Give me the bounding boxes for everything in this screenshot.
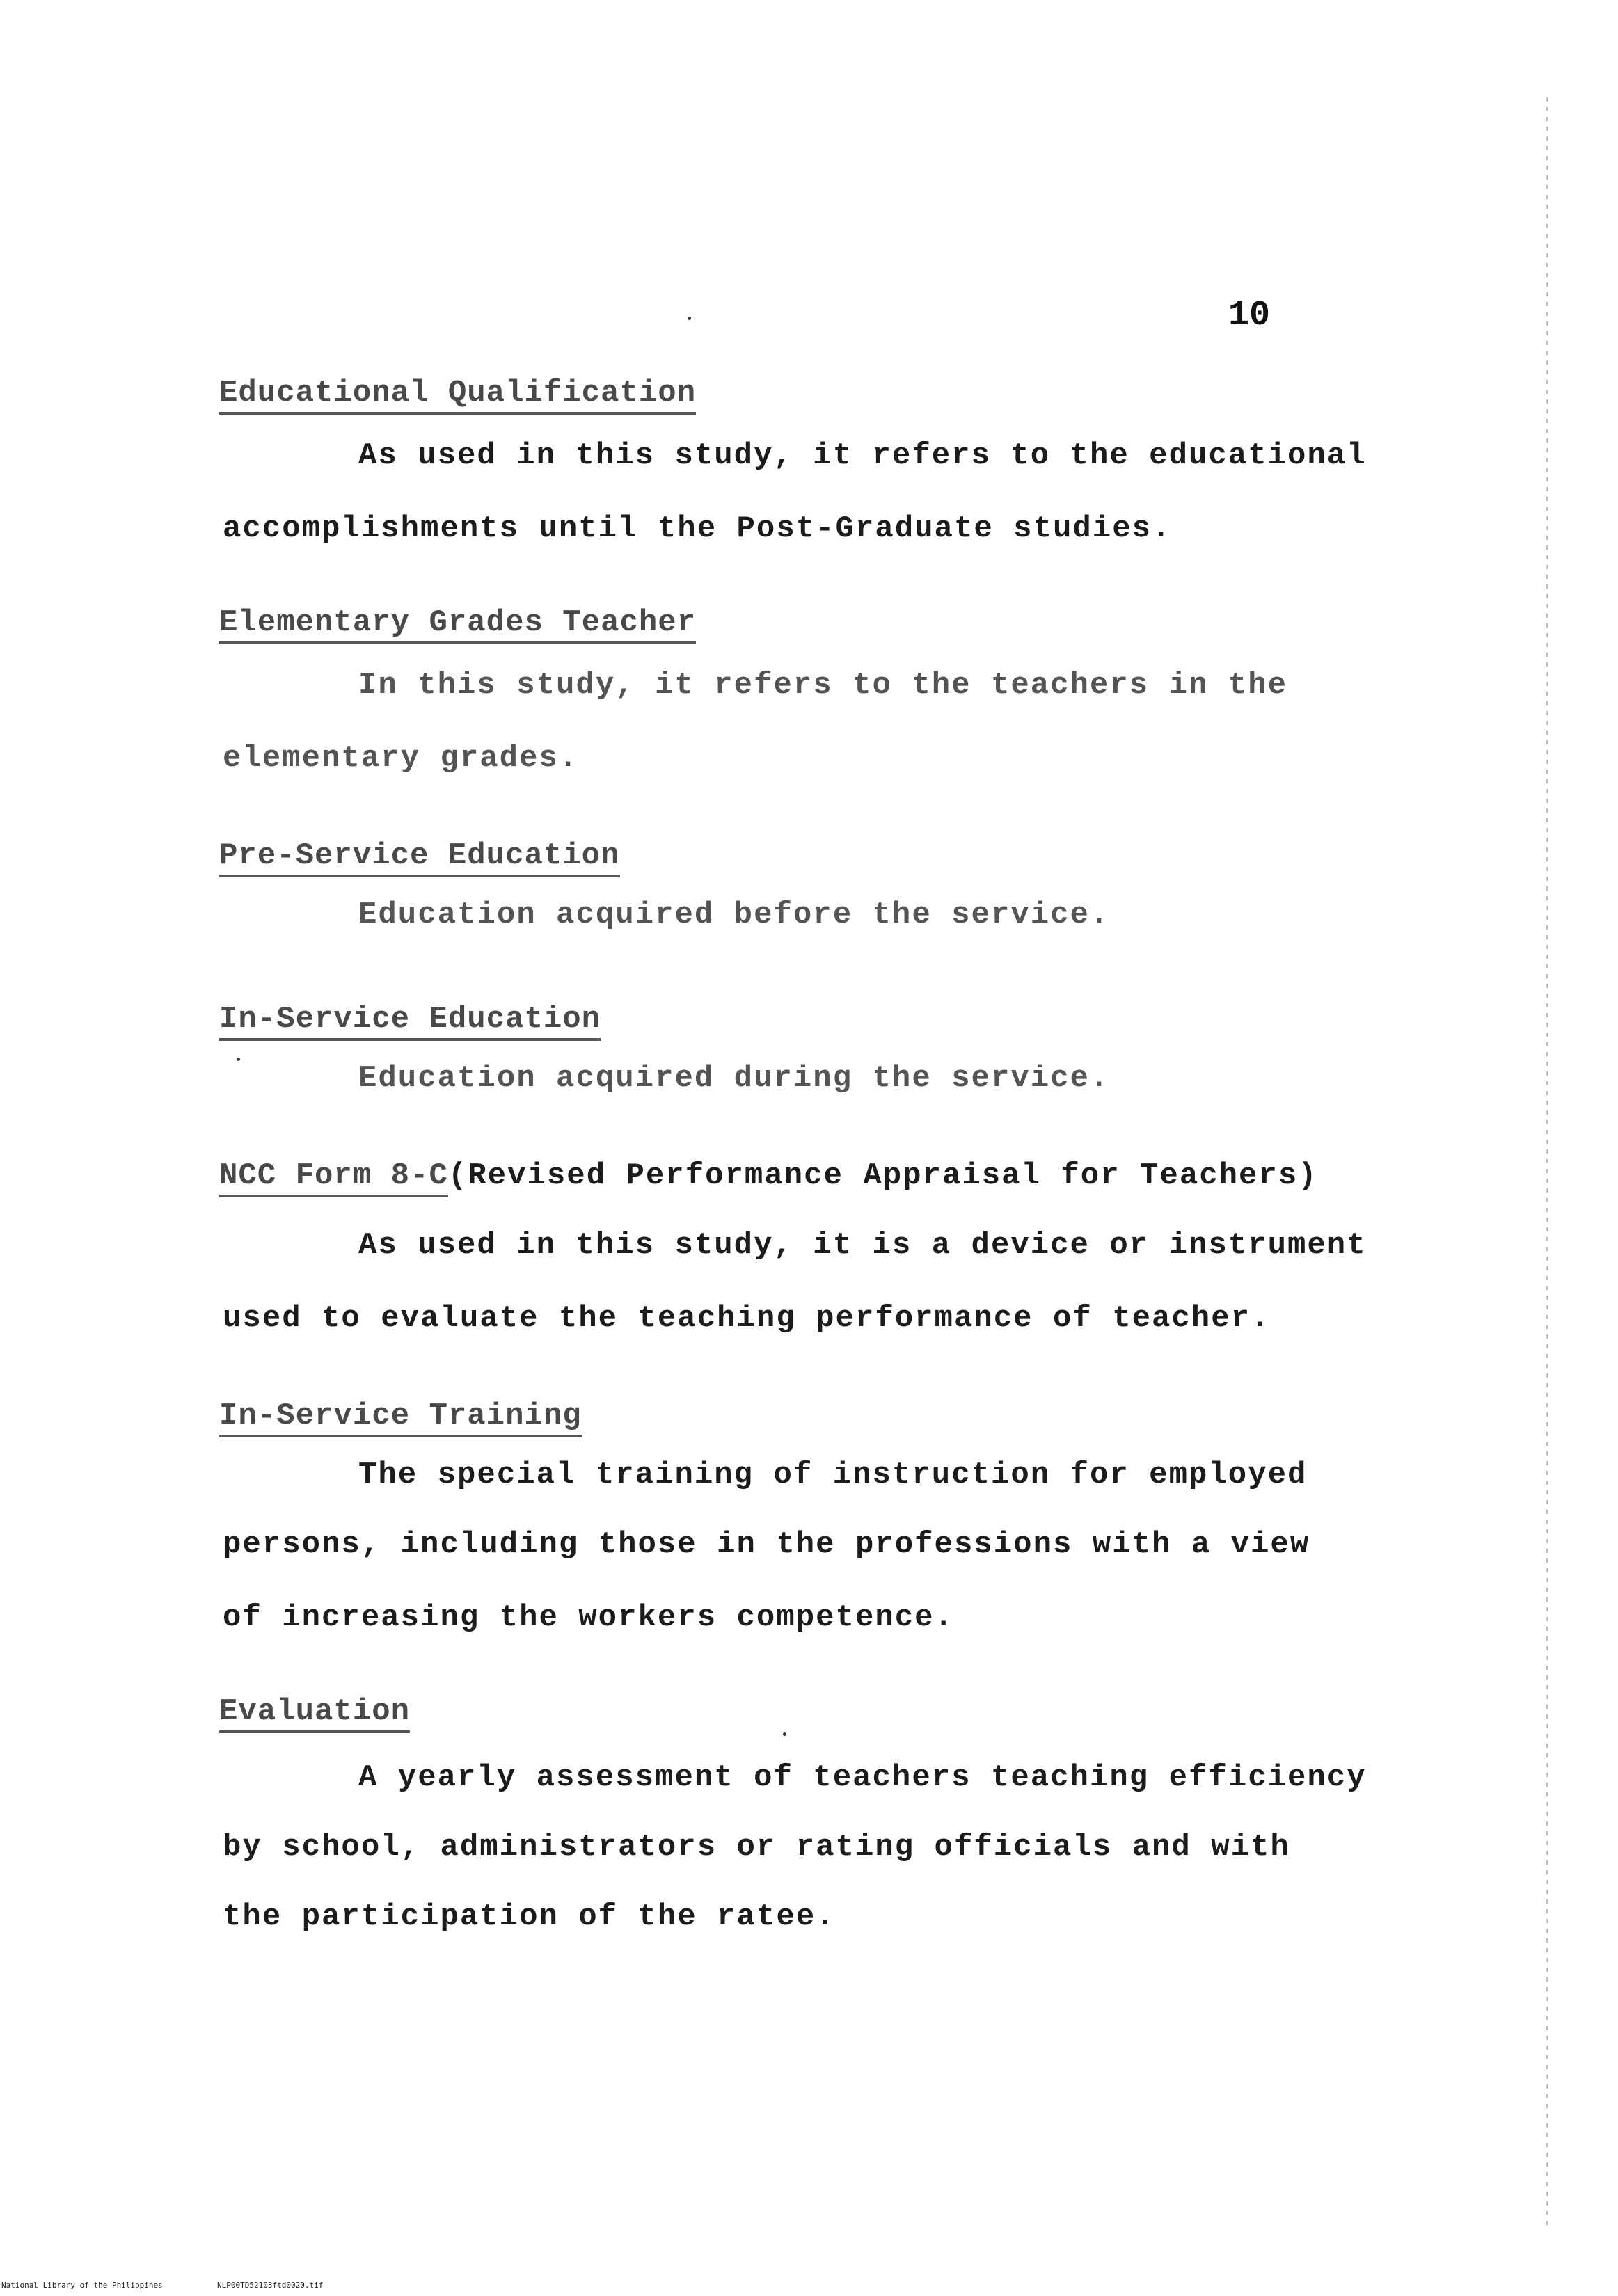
heading-educational-qualification: Educational Qualification bbox=[219, 376, 696, 415]
heading-pre-service-education: Pre-Service Education bbox=[219, 838, 620, 877]
heading-ncc-form: NCC Form 8-C bbox=[219, 1158, 448, 1197]
definition-line: of increasing the workers competence. bbox=[223, 1600, 954, 1635]
scan-edge-line bbox=[1546, 97, 1548, 2226]
definition-line: A yearly assessment of teachers teaching efficiency bbox=[358, 1760, 1367, 1795]
heading-in-service-training: In-Service Training bbox=[219, 1398, 582, 1437]
scan-speck bbox=[783, 1732, 786, 1736]
footer-file-label: NLP00TD52103ftd0020.tif bbox=[217, 2281, 324, 2290]
scan-speck bbox=[237, 1058, 240, 1061]
heading-elementary-grades-teacher: Elementary Grades Teacher bbox=[219, 605, 696, 644]
scan-speck bbox=[688, 317, 691, 320]
definition-line: As used in this study, it refers to the educational bbox=[358, 438, 1367, 473]
heading-ncc-form-row bbox=[219, 1158, 1318, 1197]
definition-line: As used in this study, it is a device or instrument bbox=[358, 1228, 1367, 1263]
definition-line: persons, including those in the professions with a view bbox=[223, 1527, 1310, 1562]
footer-library-label: National Library of the Philippines bbox=[1, 2281, 163, 2290]
definition-line: Education acquired before the service. bbox=[358, 898, 1110, 932]
definition-line: the participation of the ratee. bbox=[223, 1899, 836, 1934]
definition-line: The special training of instruction for employed bbox=[358, 1458, 1308, 1492]
definition-line: by school, administrators or rating officials and with bbox=[223, 1830, 1290, 1865]
definition-line: elementary grades. bbox=[223, 741, 579, 776]
heading-in-service-education: In-Service Education bbox=[219, 1002, 601, 1041]
definition-line: used to evaluate the teaching performance of teacher. bbox=[223, 1301, 1271, 1336]
definition-line: Education acquired during the service. bbox=[358, 1061, 1110, 1096]
heading-ncc-form-suffix: (Revised Performance Appraisal for Teachers) bbox=[447, 1158, 1318, 1193]
definition-line: accomplishments until the Post-Graduate studies. bbox=[223, 511, 1172, 546]
heading-evaluation: Evaluation bbox=[219, 1694, 410, 1733]
definition-line: In this study, it refers to the teachers in the bbox=[358, 668, 1288, 703]
page-number: 10 bbox=[1228, 296, 1271, 335]
